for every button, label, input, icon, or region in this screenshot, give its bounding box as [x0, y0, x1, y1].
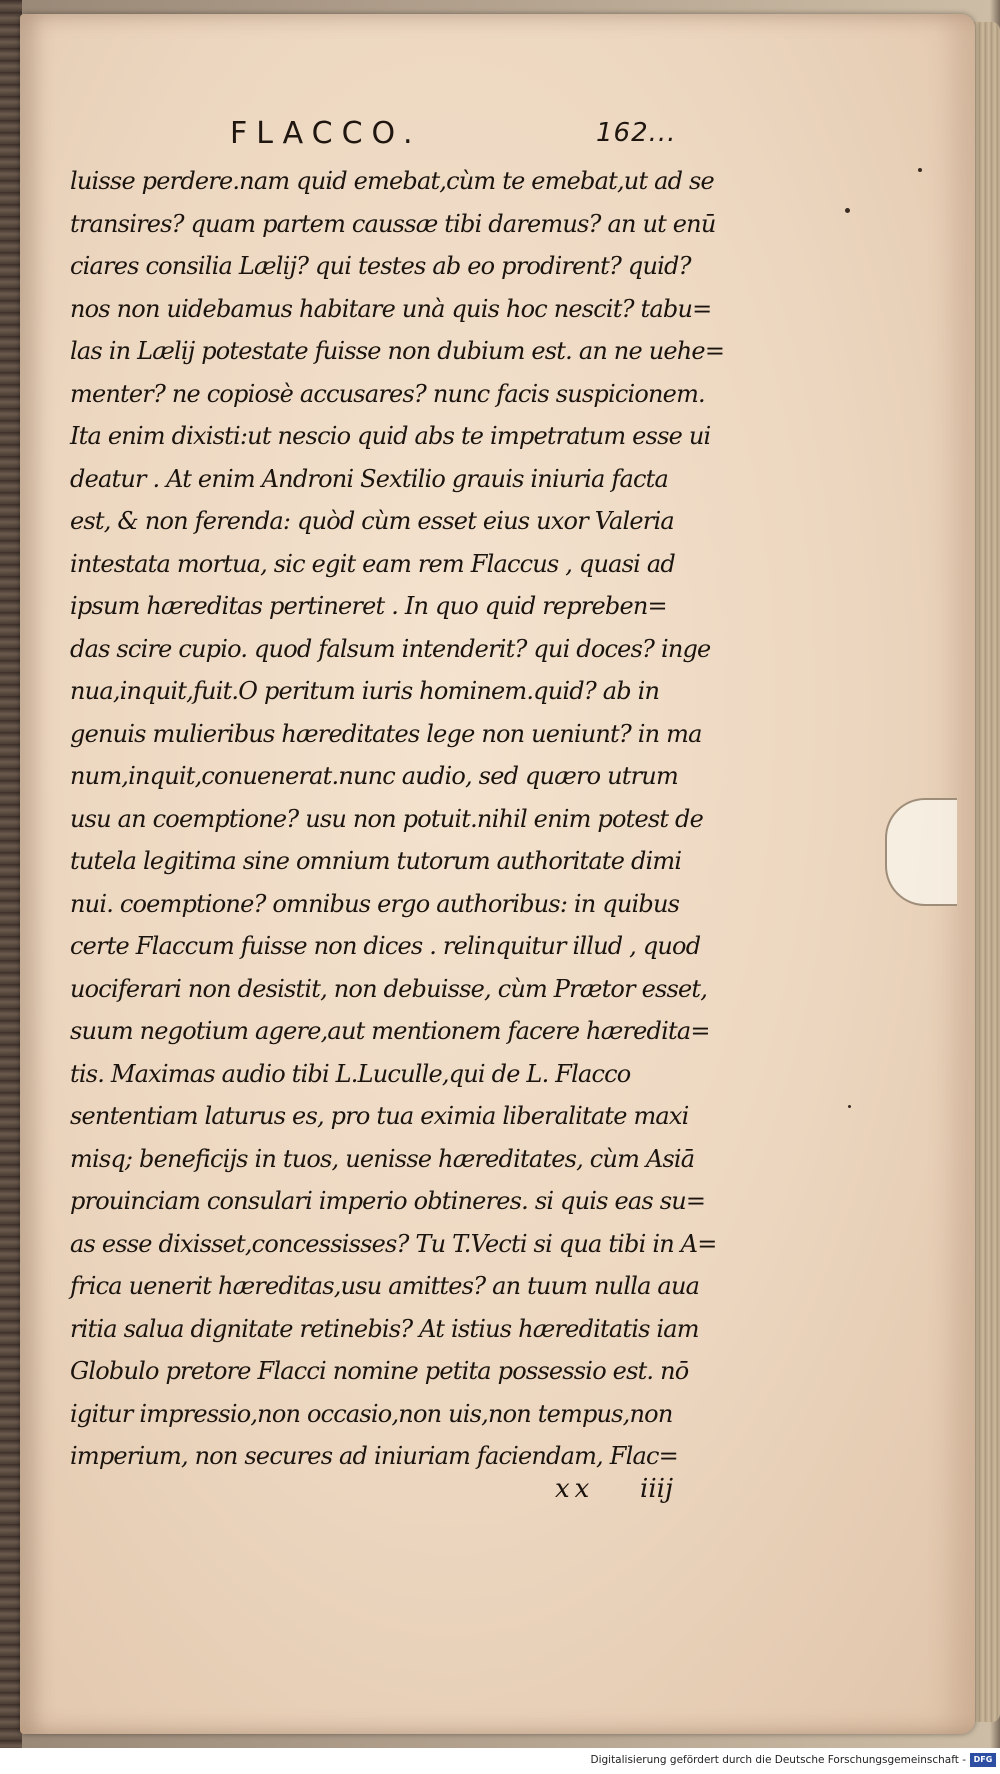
page-header — [230, 116, 680, 156]
text-line: Globulo pretore Flacci nomine petita possessio est. nō — [70, 1357, 689, 1385]
dfg-logo: DFG — [970, 1753, 996, 1767]
text-line: las in Lælij potestate fuisse non dubium est. an ne uehe= — [70, 337, 725, 365]
text-line: ciares consilia Lælij? qui testes ab eo prodirent? quid? — [70, 252, 691, 280]
signature-letters: xx — [555, 1474, 595, 1504]
footer-credit: Digitalisierung gefördert durch die Deutsche Forschungsgemeinschaft - — [590, 1754, 966, 1766]
text-line: genuis mulieribus hæreditates lege non ueniunt? in ma — [70, 719, 702, 748]
ink-spot — [848, 1105, 851, 1108]
text-line: das scire cupio. quod falsum intenderit? qui doces? inge — [70, 634, 711, 663]
text-line: certe Flaccum fuisse non dices . relinquitur illud , quod — [70, 932, 701, 960]
text-line: intestata mortua, sic egit eam rem Flaccus , quasi ad — [70, 549, 675, 578]
text-line: as esse dixisset,concessisses? Tu T.Vecti si qua tibi in A= — [70, 1229, 717, 1258]
text-line: usu an coemptione? usu non potuit.nihil enim potest de — [70, 804, 704, 833]
text-line: ipsum hæreditas pertineret . In quo quid repreben= — [70, 592, 667, 620]
page-clip-tab — [885, 798, 957, 906]
text-line: nua,inquit,fuit.O peritum iuris hominem.quid? ab in — [70, 677, 660, 705]
running-title: FLACCO. — [230, 116, 422, 151]
ink-spot — [845, 208, 850, 213]
text-line: frica uenerit hæreditas,usu amittes? an tuum nulla aua — [70, 1272, 700, 1300]
book-binding-edge — [0, 0, 22, 1774]
text-line: tis. Maximas audio tibi L.Luculle,qui de L. Flacco — [70, 1059, 631, 1088]
text-line: misq; beneficijs in tuos, uenisse hæreditates, cùm Asiā — [70, 1144, 695, 1173]
body-text — [70, 160, 725, 1478]
text-line: imperium, non secures ad iniuriam faciendam, Flac= — [70, 1442, 678, 1470]
text-line: tutela legitima sine omnium tutorum authoritate dimi — [70, 847, 682, 875]
signature-numeral: iiij — [640, 1474, 674, 1504]
text-line: deatur . At enim Androni Sextilio grauis iniuria facta — [70, 464, 668, 493]
text-line: num,inquit,conuenerat.nunc audio, sed quæro utrum — [70, 762, 678, 790]
text-line: nos non uidebamus habitare unà quis hoc nescit? tabu= — [70, 294, 712, 323]
text-line: uociferari non desistit, non debuisse, cùm Prætor esset, — [70, 974, 708, 1003]
text-line: Ita enim dixisti:ut nescio quid abs te impetratum esse ui — [70, 422, 711, 450]
text-line: menter? ne copiosè accusares? nunc facis suspicionem. — [70, 379, 705, 408]
text-line: suum negotium agere,aut mentionem facere hæredita= — [70, 1017, 710, 1045]
text-line: ritia salua dignitate retinebis? At istius hæreditatis iam — [70, 1314, 699, 1343]
page-number: 162... — [596, 118, 677, 148]
text-line: prouinciam consulari imperio obtineres. si quis eas su= — [70, 1187, 706, 1215]
signature-mark — [555, 1474, 725, 1514]
footer-bar — [0, 1748, 1000, 1774]
text-line: nui. coemptione? omnibus ergo authoribus: in quibus — [70, 889, 680, 918]
text-line: sententiam laturus es, pro tua eximia liberalitate maxi — [70, 1102, 689, 1130]
text-line: transires? quam partem caussæ tibi daremus? an ut enū — [70, 209, 716, 238]
ink-spot — [918, 168, 922, 172]
text-line: igitur impressio,non occasio,non uis,non tempus,non — [70, 1399, 673, 1428]
text-line: est, & non ferenda: quòd cùm esset eius uxor Valeria — [70, 507, 674, 535]
text-line: luisse perdere.nam quid emebat,cùm te emebat,ut ad se — [70, 167, 714, 195]
